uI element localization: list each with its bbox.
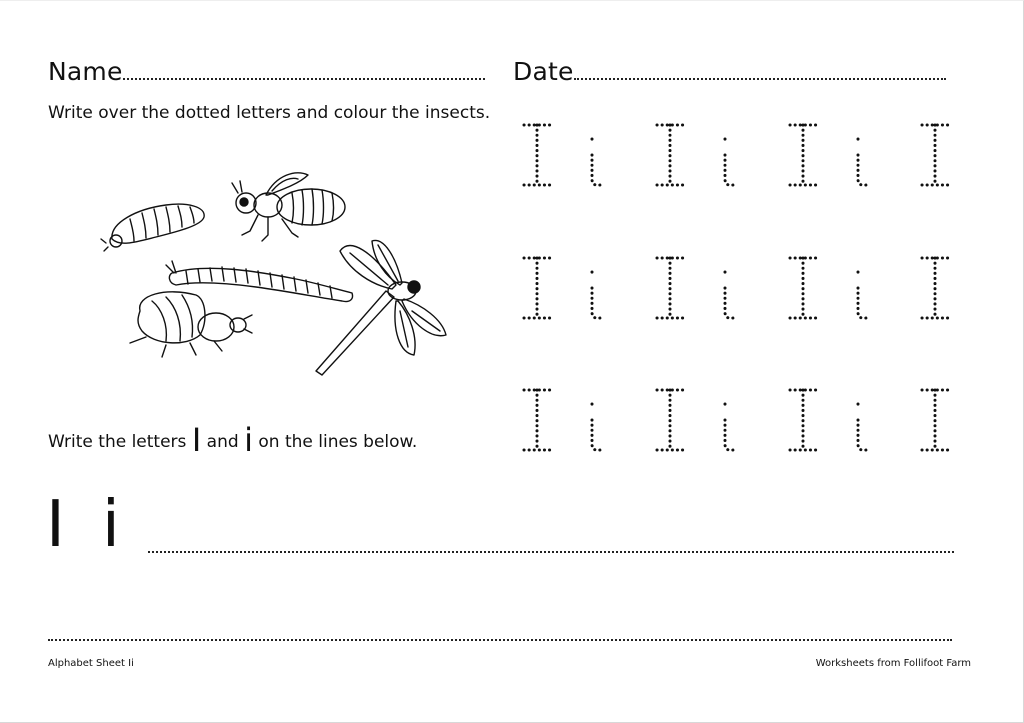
write-instruction-suffix: on the lines below. bbox=[258, 432, 418, 452]
trace-letter-upper-i[interactable] bbox=[910, 246, 960, 326]
name-field bbox=[48, 57, 485, 86]
footer-source: Worksheets from Follifoot Farm bbox=[815, 658, 971, 669]
trace-letter-upper-i[interactable] bbox=[910, 113, 960, 193]
trace-row-3 bbox=[512, 378, 972, 458]
trace-letter-lower-i[interactable] bbox=[711, 378, 741, 458]
write-instruction-lower: i bbox=[244, 421, 253, 459]
trace-letter-lower-i[interactable] bbox=[578, 113, 608, 193]
footer-sheet-name: Alphabet Sheet Ii bbox=[48, 658, 134, 669]
trace-letter-upper-i[interactable] bbox=[645, 246, 695, 326]
grub-icon bbox=[101, 204, 204, 251]
trace-letter-upper-i[interactable] bbox=[778, 113, 828, 193]
trace-row-1 bbox=[512, 113, 972, 193]
dragonfly-icon bbox=[316, 240, 446, 375]
trace-row-2 bbox=[512, 246, 972, 326]
model-upper-letter: I bbox=[46, 488, 65, 562]
write-instruction-and: and bbox=[206, 432, 239, 452]
trace-instruction: Write over the dotted letters and colour the insects. bbox=[48, 103, 491, 123]
trace-letter-lower-i[interactable] bbox=[844, 378, 874, 458]
trace-letter-lower-i[interactable] bbox=[844, 113, 874, 193]
date-field bbox=[513, 57, 946, 86]
trace-letter-upper-i[interactable] bbox=[778, 246, 828, 326]
writing-line-2[interactable] bbox=[48, 639, 952, 641]
trace-letter-lower-i[interactable] bbox=[578, 378, 608, 458]
millipede-icon bbox=[166, 261, 353, 302]
trace-letter-lower-i[interactable] bbox=[711, 113, 741, 193]
date-label: Date bbox=[513, 57, 574, 86]
trace-letter-lower-i[interactable] bbox=[844, 246, 874, 326]
beetle-icon bbox=[130, 292, 252, 357]
write-instruction-upper: I bbox=[191, 421, 202, 459]
trace-letter-lower-i[interactable] bbox=[578, 246, 608, 326]
write-instruction-prefix: Write the letters bbox=[48, 432, 187, 452]
date-write-line[interactable] bbox=[574, 60, 946, 80]
tracing-grid bbox=[512, 113, 972, 463]
trace-letter-upper-i[interactable] bbox=[645, 113, 695, 193]
trace-letter-upper-i[interactable] bbox=[645, 378, 695, 458]
trace-letter-upper-i[interactable] bbox=[910, 378, 960, 458]
write-instruction bbox=[48, 421, 417, 459]
name-label: Name bbox=[48, 57, 123, 86]
bee-icon bbox=[232, 173, 345, 241]
trace-letter-upper-i[interactable] bbox=[512, 113, 562, 193]
insects-illustration bbox=[96, 161, 456, 381]
trace-letter-lower-i[interactable] bbox=[711, 246, 741, 326]
name-write-line[interactable] bbox=[123, 60, 485, 80]
trace-letter-upper-i[interactable] bbox=[512, 378, 562, 458]
model-lower-letter: i bbox=[102, 488, 120, 562]
writing-line-1[interactable] bbox=[148, 551, 954, 553]
trace-letter-upper-i[interactable] bbox=[512, 246, 562, 326]
trace-letter-upper-i[interactable] bbox=[778, 378, 828, 458]
